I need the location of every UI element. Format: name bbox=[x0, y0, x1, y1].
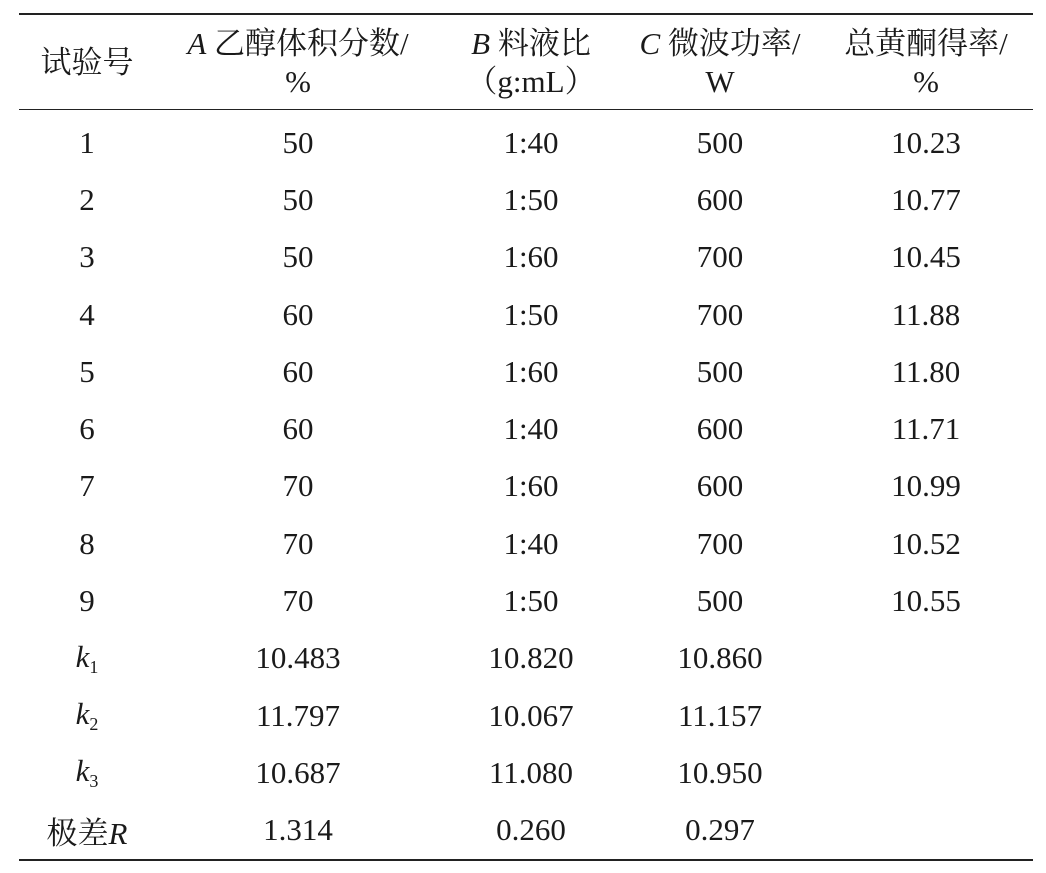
yield-cell: 11.80 bbox=[891, 353, 961, 389]
table-row bbox=[19, 515, 1033, 572]
k-symbol: k bbox=[75, 638, 90, 674]
header-power-text: 微波功率/ bbox=[660, 26, 801, 61]
header-ethanol-fraction bbox=[155, 14, 441, 110]
power-cell: 700 bbox=[696, 296, 744, 332]
orthogonal-test-table bbox=[19, 13, 1033, 861]
yield-cell: 10.55 bbox=[891, 583, 961, 619]
ratio-cell: 1:60 bbox=[503, 353, 559, 389]
header-ratio-unit: （g:mL） bbox=[466, 64, 596, 99]
header-row bbox=[19, 14, 1033, 110]
factor-c-symbol: C bbox=[639, 26, 661, 61]
k-symbol: k bbox=[75, 696, 90, 732]
ratio-cell: 1:60 bbox=[503, 468, 559, 504]
k-empty-cell bbox=[819, 687, 1033, 744]
header-trial-number-text: 试验号 bbox=[40, 45, 134, 80]
header-power-line1 bbox=[621, 25, 819, 63]
trial-number-cell: 8 bbox=[79, 525, 95, 561]
factor-a-symbol: A bbox=[187, 26, 207, 61]
yield-cell: 10.99 bbox=[891, 468, 961, 504]
trial-number-cell: 1 bbox=[79, 124, 95, 160]
power-cell: 700 bbox=[696, 525, 744, 561]
ratio-cell: 1:40 bbox=[503, 124, 559, 160]
trial-number-cell: 9 bbox=[79, 583, 95, 619]
header-ethanol-line1 bbox=[155, 25, 441, 63]
range-ratio-cell: 0.260 bbox=[496, 812, 566, 848]
range-ethanol-cell: 1.314 bbox=[263, 812, 333, 848]
header-yield-unit: % bbox=[913, 64, 939, 99]
k-subscript: 1 bbox=[89, 656, 99, 677]
ethanol-cell: 60 bbox=[282, 411, 314, 447]
range-row bbox=[19, 802, 1033, 860]
yield-cell: 11.88 bbox=[891, 296, 961, 332]
orthogonal-test-table-container bbox=[19, 13, 1033, 861]
k-label-cell bbox=[19, 630, 155, 687]
trial-number-cell: 5 bbox=[79, 353, 95, 389]
range-symbol: R bbox=[108, 815, 128, 851]
power-cell: 600 bbox=[696, 181, 744, 217]
yield-cell: 10.52 bbox=[891, 525, 961, 561]
k-ratio-cell: 10.067 bbox=[488, 697, 574, 733]
header-ratio-line1 bbox=[441, 25, 621, 63]
trial-number-cell: 3 bbox=[79, 239, 95, 275]
trial-number-cell: 7 bbox=[79, 468, 95, 504]
ethanol-cell: 70 bbox=[282, 468, 314, 504]
table-row bbox=[19, 572, 1033, 629]
k-subscript: 3 bbox=[89, 771, 99, 792]
range-power-cell: 0.297 bbox=[685, 812, 755, 848]
table-row bbox=[19, 110, 1033, 172]
table-row bbox=[19, 458, 1033, 515]
table-row bbox=[19, 229, 1033, 286]
k-empty-cell bbox=[819, 630, 1033, 687]
range-label-cell bbox=[19, 802, 155, 860]
ratio-cell: 1:60 bbox=[503, 239, 559, 275]
power-cell: 500 bbox=[696, 583, 744, 619]
ethanol-cell: 60 bbox=[282, 296, 314, 332]
k-ethanol-cell: 10.687 bbox=[255, 754, 341, 790]
ethanol-cell: 50 bbox=[282, 181, 314, 217]
k-power-cell: 11.157 bbox=[677, 697, 763, 733]
header-ethanol-text: 乙醇体积分数/ bbox=[206, 26, 409, 61]
header-solid-liquid-ratio bbox=[441, 14, 621, 110]
table-row bbox=[19, 171, 1033, 228]
table-row bbox=[19, 286, 1033, 343]
header-ethanol-unit: % bbox=[285, 64, 311, 99]
table-body bbox=[19, 110, 1033, 860]
power-cell: 700 bbox=[696, 239, 744, 275]
k-ratio-cell: 11.080 bbox=[488, 754, 574, 790]
power-cell: 600 bbox=[696, 468, 744, 504]
k-mean-row bbox=[19, 744, 1033, 801]
header-flavonoid-yield bbox=[819, 14, 1033, 110]
k-ethanol-cell: 10.483 bbox=[255, 640, 341, 676]
k-symbol: k bbox=[75, 753, 90, 789]
table-row bbox=[19, 400, 1033, 457]
ratio-cell: 1:50 bbox=[503, 181, 559, 217]
power-cell: 600 bbox=[696, 411, 744, 447]
k-ratio-cell: 10.820 bbox=[488, 640, 574, 676]
ratio-cell: 1:50 bbox=[503, 583, 559, 619]
header-ratio-text: 料液比 bbox=[490, 26, 591, 61]
k-mean-row bbox=[19, 687, 1033, 744]
ethanol-cell: 70 bbox=[282, 525, 314, 561]
k-empty-cell bbox=[819, 744, 1033, 801]
ethanol-cell: 60 bbox=[282, 353, 314, 389]
trial-number-cell: 2 bbox=[79, 181, 95, 217]
power-cell: 500 bbox=[696, 124, 744, 160]
k-subscript: 2 bbox=[89, 714, 99, 735]
ethanol-cell: 70 bbox=[282, 583, 314, 619]
yield-cell: 10.23 bbox=[891, 124, 961, 160]
power-cell: 500 bbox=[696, 353, 744, 389]
k-ethanol-cell: 11.797 bbox=[255, 697, 341, 733]
ratio-cell: 1:50 bbox=[503, 296, 559, 332]
k-label-cell bbox=[19, 687, 155, 744]
range-empty-cell bbox=[819, 802, 1033, 860]
range-label-text: 极差 bbox=[46, 815, 109, 851]
factor-b-symbol: B bbox=[471, 26, 491, 61]
k-power-cell: 10.950 bbox=[677, 754, 763, 790]
header-yield-text: 总黄酮得率/ bbox=[844, 26, 1008, 61]
trial-number-cell: 4 bbox=[79, 296, 95, 332]
ratio-cell: 1:40 bbox=[503, 525, 559, 561]
table-row bbox=[19, 343, 1033, 400]
ratio-cell: 1:40 bbox=[503, 411, 559, 447]
trial-number-cell: 6 bbox=[79, 411, 95, 447]
header-power-unit: W bbox=[705, 64, 735, 99]
k-power-cell: 10.860 bbox=[677, 640, 763, 676]
header-microwave-power bbox=[621, 14, 819, 110]
ethanol-cell: 50 bbox=[282, 239, 314, 275]
yield-cell: 10.77 bbox=[891, 181, 961, 217]
table-header bbox=[19, 14, 1033, 110]
yield-cell: 10.45 bbox=[891, 239, 961, 275]
yield-cell: 11.71 bbox=[891, 411, 961, 447]
ethanol-cell: 50 bbox=[282, 124, 314, 160]
k-mean-row bbox=[19, 630, 1033, 687]
header-trial-number bbox=[19, 14, 155, 110]
k-label-cell bbox=[19, 744, 155, 801]
